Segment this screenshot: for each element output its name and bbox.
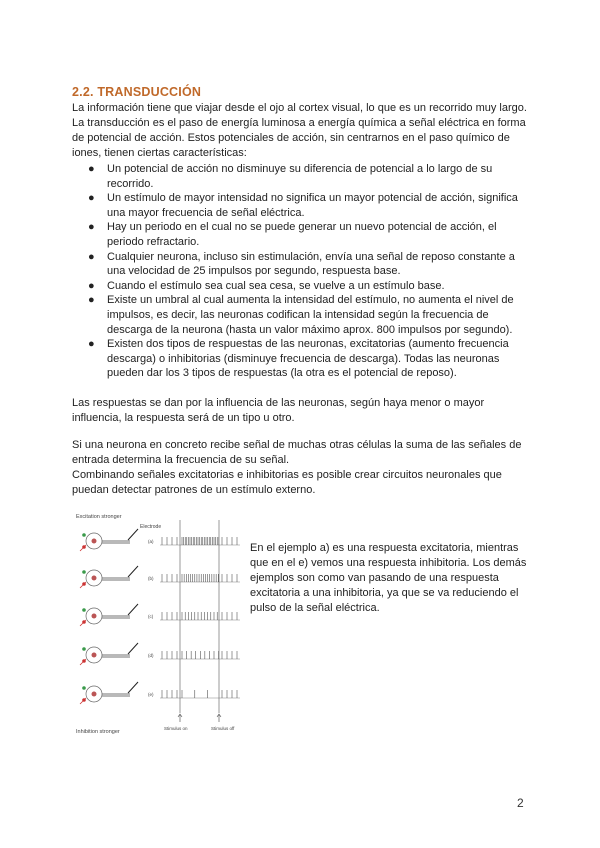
bullet-icon: ● [88, 163, 95, 175]
electrode-icon [128, 566, 138, 577]
figure-label-top: Excitation stronger [76, 514, 122, 520]
neuron-nucleus-icon [92, 614, 97, 619]
electrode-label: Electrode [140, 524, 162, 530]
neuron-nucleus-icon [92, 539, 97, 544]
bullet-icon: ● [88, 250, 95, 263]
list-item: ● Un potencial de acción no disminuye su diferencia de potencial a lo largo de su recorrido. [88, 163, 493, 190]
figure-label-bottom: Inhibition stronger [76, 729, 120, 735]
stimulus-off-label: Stimulus off [211, 726, 235, 731]
bullet-icon: ● [88, 294, 95, 307]
section-heading: 2.2. TRANSDUCCIÓN [72, 85, 202, 99]
paragraph-summation: Si una neurona en concreto recibe señal de muchas otras células la suma de las señales de entrada determina la frecuencia de su señal. [72, 439, 522, 466]
excitatory-synapse-icon [82, 647, 86, 651]
list-item: ● Un estímulo de mayor intensidad no significa un mayor potencial de acción, significa una mayor frecuencia de señal eléctrica. [88, 192, 518, 219]
bullet-icon: ● [88, 279, 95, 292]
bullet-icon: ● [88, 338, 95, 351]
list-item: ● Existe un umbral al cual aumenta la intensidad del estímulo, no aumenta el nivel de impulsos, es decir, las neuronas codifican la intensidad según la frecuencia de descarga de la neurona (hasta un valor máximo aprox. 800 impulsos por segundo). [88, 294, 514, 336]
list-item: ● Cualquier neurona, incluso sin estimulación, envía una señal de reposo constante a una velocidad de 25 impulsos por segundo, respuesta base. [88, 250, 515, 278]
electrode-icon [128, 643, 138, 654]
figure-caption: En el ejemplo a) es una respuesta excitatoria, mientras que en el e) vemos una respuesta inhibitoria. Los demás ejemplos son como van pasando de una respuesta excitatoria a una inhibitoria, ya que se va reduciendo el pulso de la señal eléctrica. [250, 542, 527, 614]
neuron-nucleus-icon [92, 653, 97, 658]
stimulus-on-arrow-icon [178, 714, 182, 722]
characteristics-list [72, 162, 528, 381]
list-item: ● Hay un periodo en el cual no se puede generar un nuevo potencial de acción, el periodo refractario. [88, 221, 497, 248]
row-label: (c) [148, 614, 154, 619]
row-label: (d) [148, 653, 154, 658]
excitatory-synapse-icon [82, 533, 86, 537]
neuron-nucleus-icon [92, 576, 97, 581]
stimulus-off-arrow-icon [217, 714, 221, 722]
neuron-response-figure [72, 508, 252, 738]
page-number: 2 [517, 796, 524, 810]
bullet-icon: ● [88, 221, 95, 234]
electrode-icon [128, 604, 138, 615]
neuron-nucleus-icon [92, 692, 97, 697]
list-item: ● Cuando el estímulo sea cual sea cesa, se vuelve a un estímulo base. [88, 279, 445, 292]
row-label: (e) [148, 692, 154, 697]
intro-paragraph: La información tiene que viajar desde el ojo al cortex visual, lo que es un recorrido muy largo. La transducción es el paso de energía luminosa a energía química a señal eléctrica en forma de potencial de acción. Estos potenciales de acción, sin centrarnos en el paso químico de iones, tienen ciertas características: [72, 102, 527, 159]
row-label: (a) [148, 539, 154, 544]
electrode-icon [128, 529, 138, 540]
excitatory-synapse-icon [82, 686, 86, 690]
row-label: (b) [148, 576, 154, 581]
excitatory-synapse-icon [82, 570, 86, 574]
paragraph-circuits: Combinando señales excitatorias e inhibitorias es posible crear circuitos neuronales que puedan detectar patrones de un estímulo externo. [72, 469, 502, 496]
bullet-icon: ● [88, 192, 95, 205]
stimulus-on-label: Stimulus on [164, 726, 188, 731]
list-item: ● Existen dos tipos de respuestas de las neuronas, excitatorias (aumento frecuencia descarga) o inhibitorias (disminuye frecuencia de descarga). Todas las neuronas pueden dar los 3 tipos de respuestas (la otra es el potencial de reposo). [88, 338, 509, 380]
electrode-icon [128, 682, 138, 693]
excitatory-synapse-icon [82, 608, 86, 612]
paragraph-influence: Las respuestas se dan por la influencia de las neuronas, según haya menor o mayor influencia, la respuesta será de un tipo u otro. [72, 397, 485, 424]
